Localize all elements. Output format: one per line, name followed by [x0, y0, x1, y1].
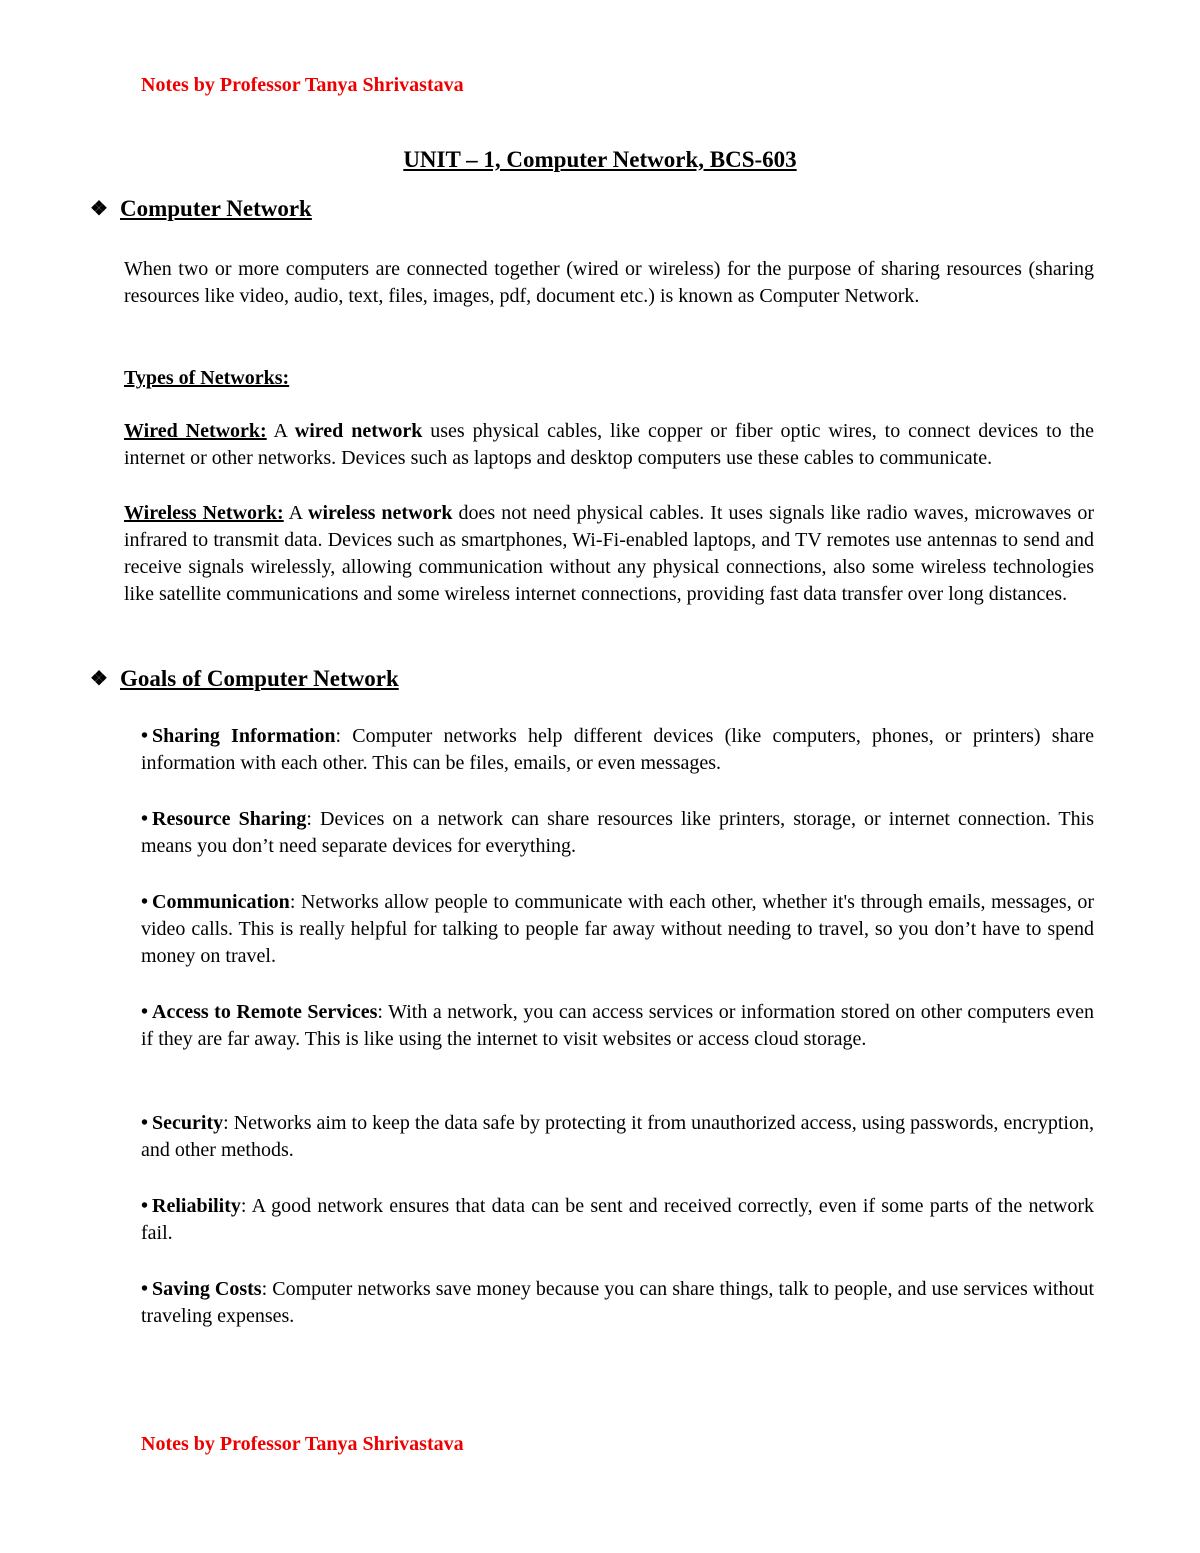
wireless-network-paragraph — [124, 500, 1094, 608]
wired-network-term: wired network — [294, 420, 423, 442]
section-heading-text: Computer Network — [120, 196, 312, 221]
bullet-icon: • — [141, 1195, 149, 1217]
wireless-lead: A — [283, 502, 308, 524]
goal-title: Saving Costs — [152, 1278, 262, 1300]
goal-text: Computer networks save money because you can share things, talk to people, and use services without traveling expenses. — [141, 1278, 1094, 1327]
goal-sep: : — [306, 808, 312, 830]
goal-item — [141, 1110, 1094, 1164]
goal-text: With a network, you can access services or information stored on other computers even if they are far away. This is like using the internet to visit websites or access cloud storage. — [141, 1001, 1094, 1050]
goal-title: Security — [152, 1112, 224, 1134]
wireless-network-label: Wireless Network: — [124, 502, 284, 524]
goal-item — [141, 1276, 1094, 1330]
bullet-icon: • — [141, 808, 149, 830]
footer-watermark: Notes by Professor Tanya Shrivastava — [141, 1433, 464, 1455]
types-of-networks-label: Types of Networks: — [124, 367, 290, 389]
bullet-icon: • — [141, 725, 149, 747]
goal-title: Access to Remote Services — [152, 1001, 378, 1023]
wireless-network-term: wireless network — [308, 502, 453, 524]
bullet-icon: • — [141, 1001, 149, 1023]
goal-item — [141, 806, 1094, 860]
wired-network-paragraph — [124, 418, 1094, 472]
goal-item — [141, 889, 1094, 970]
wired-network-text: uses physical cables, like copper or fiber optic wires, to connect devices to the internet or other networks. Devices such as laptops and desktop computers use these cables to communicate. — [124, 420, 1094, 469]
goal-item — [141, 723, 1094, 777]
unit-title: UNIT – 1, Computer Network, BCS-603 — [403, 147, 797, 172]
diamond-bullet-icon: ❖ — [90, 198, 108, 220]
goal-sep: : — [223, 1112, 229, 1134]
goal-title: Sharing Information — [152, 725, 336, 747]
goal-sep: : — [240, 1195, 247, 1217]
bullet-icon: • — [141, 1278, 149, 1300]
wired-network-label: Wired Network: — [124, 420, 267, 442]
wireless-network-text: does not need physical cables. It uses signals like radio waves, microwaves or infrared to transmit data. Devices such as smartphones, Wi-Fi-enabled laptops, and TV remotes use antennas to send and receive signals wirelessly, allowing communication without any physical connections, also some wireless technologies like satellite communications and some wireless internet connections, providing fast data transfer over long distances. — [124, 502, 1095, 605]
section-heading-computer-network — [90, 194, 312, 224]
diamond-bullet-icon: ❖ — [90, 668, 108, 690]
intro-paragraph: When two or more computers are connected together (wired or wireless) for the purpose of sharing resources (sharing resources like video, audio, text, files, images, pdf, document etc.) is known as Computer Network. — [124, 258, 1094, 307]
goal-text: A good network ensures that data can be sent and received correctly, even if some parts of the network fail. — [141, 1195, 1094, 1244]
goal-title: Resource Sharing — [152, 808, 307, 830]
wired-lead: A — [266, 420, 295, 442]
section-heading-text: Goals of Computer Network — [120, 666, 399, 691]
goal-title: Reliability — [152, 1195, 241, 1217]
goal-text: Computer networks help different devices (like computers, phones, or printers) share information with each other. This can be files, emails, or even messages. — [141, 725, 1095, 774]
goal-sep: : — [289, 891, 296, 913]
section-heading-goals — [90, 664, 399, 694]
goal-sep: : — [261, 1278, 268, 1300]
goal-item — [141, 1193, 1094, 1247]
goal-sep: : — [335, 725, 342, 747]
goal-item — [141, 999, 1094, 1053]
goal-text: Networks aim to keep the data safe by protecting it from unauthorized access, using passwords, encryption, and other methods. — [141, 1112, 1094, 1161]
bullet-icon: • — [141, 1112, 149, 1134]
goal-title: Communication — [152, 891, 290, 913]
goal-sep: : — [377, 1001, 383, 1023]
bullet-icon: • — [141, 891, 149, 913]
goal-text: Devices on a network can share resources like printers, storage, or internet connection. This means you don’t need separate devices for everything. — [141, 808, 1094, 857]
header-watermark: Notes by Professor Tanya Shrivastava — [141, 74, 464, 96]
goal-text: Networks allow people to communicate with each other, whether it's through emails, messages, or video calls. This is really helpful for talking to people far away without needing to travel, so you don’t have to spend money on travel. — [141, 891, 1094, 967]
